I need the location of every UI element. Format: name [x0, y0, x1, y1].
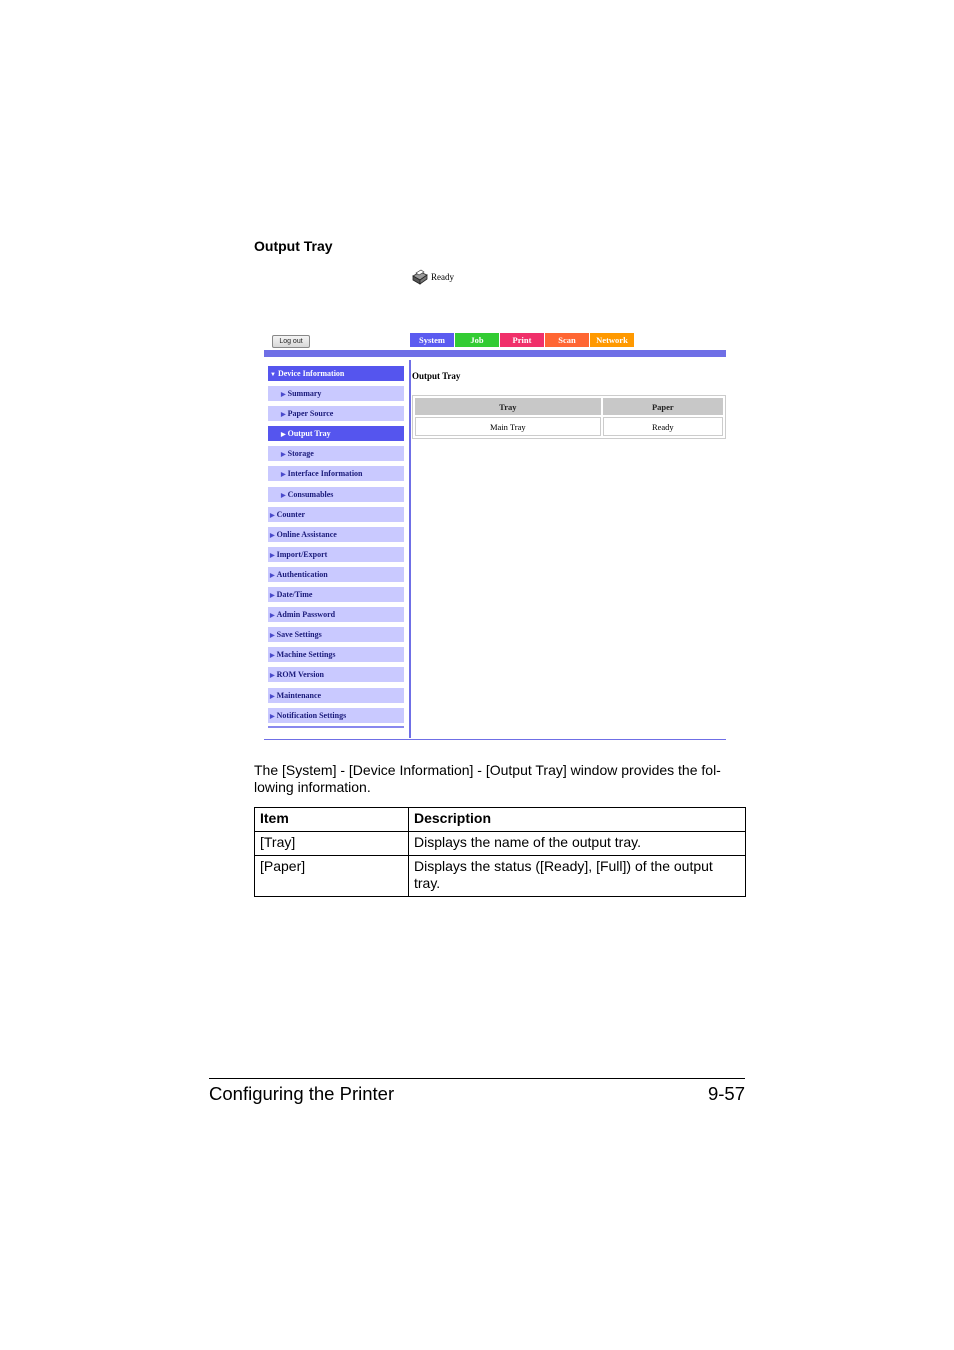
item-cell: [Tray] [255, 832, 409, 856]
sidebar-item-device-information[interactable] [268, 366, 404, 381]
printer-status [411, 268, 454, 286]
sidebar-item-notification-settings[interactable] [268, 708, 404, 723]
tab-network[interactable]: Network [590, 333, 634, 347]
output-tray-table [412, 395, 726, 439]
sidebar-item-label: Authentication [276, 569, 328, 579]
status-text: Ready [431, 272, 454, 282]
sidebar-item-maintenance[interactable] [268, 688, 404, 703]
sidebar-item-label: Online Assistance [276, 529, 337, 539]
description-paragraph: The [System] - [Device Information] - [Output Tray] window provides the fol-lowing information. [254, 762, 721, 795]
tab-bar [410, 333, 634, 347]
sidebar-item-label: Admin Password [276, 610, 336, 620]
footer-rule [209, 1078, 745, 1079]
menu-divider [268, 726, 404, 728]
description-cell: Displays the status ([Ready], [Full]) of the output tray. [409, 856, 746, 897]
triangle-right-icon: ▶ [281, 472, 286, 479]
sidebar-item-consumables[interactable] [268, 487, 404, 502]
sidebar-item-label: Summary [287, 389, 322, 399]
sidebar-item-label: Notification Settings [276, 710, 347, 720]
sidebar-item-summary[interactable] [268, 386, 404, 401]
logout-button[interactable]: Log out [272, 335, 310, 348]
triangle-right-icon: ▶ [281, 492, 286, 499]
header-description: Description [409, 808, 746, 832]
triangle-right-icon: ▶ [270, 552, 275, 559]
triangle-right-icon: ▶ [270, 713, 275, 720]
sidebar-item-label: Storage [287, 449, 314, 459]
sidebar-item-online-assistance[interactable] [268, 527, 404, 542]
triangle-down-icon: ▼ [270, 372, 276, 378]
column-header-tray: Tray [415, 398, 601, 415]
sidebar-item-paper-source[interactable] [268, 406, 404, 421]
sidebar-item-label: Output Tray [287, 429, 331, 439]
content-title: Output Tray [412, 371, 461, 381]
triangle-right-icon: ▶ [270, 512, 275, 519]
sidebar-item-label: Counter [276, 509, 306, 519]
sidebar-item-label: Paper Source [287, 409, 334, 419]
column-header-paper: Paper [603, 398, 723, 415]
sidebar-item-authentication[interactable] [268, 567, 404, 582]
sidebar-item-rom-version[interactable] [268, 667, 404, 682]
tab-system[interactable]: System [410, 333, 454, 347]
sidebar-item-label: Save Settings [276, 630, 322, 640]
sidebar-item-label: Interface Information [287, 469, 363, 479]
description-table [254, 807, 746, 897]
tab-job[interactable]: Job [455, 333, 499, 347]
table-row [255, 856, 746, 897]
page-number: 9-57 [707, 1083, 745, 1104]
tab-scan[interactable]: Scan [545, 333, 589, 347]
description-cell: Displays the name of the output tray. [409, 832, 746, 856]
printer-icon [411, 268, 429, 286]
sidebar-menu [268, 366, 404, 728]
footer-chapter: Configuring the Printer [209, 1083, 395, 1104]
header-bar [264, 350, 726, 357]
triangle-right-icon: ▶ [270, 593, 275, 600]
triangle-right-icon: ▶ [270, 532, 275, 539]
sidebar-item-interface-information[interactable] [268, 466, 404, 481]
sidebar-item-import-export[interactable] [268, 547, 404, 562]
triangle-right-icon: ▶ [281, 432, 286, 439]
header-item: Item [255, 808, 409, 832]
sidebar-item-label: Import/Export [276, 549, 328, 559]
section-title: Output Tray [254, 238, 333, 254]
sidebar-item-label: Consumables [287, 489, 334, 499]
triangle-right-icon: ▶ [281, 452, 286, 459]
triangle-right-icon: ▶ [281, 412, 286, 419]
sidebar-item-label: Date/Time [276, 590, 313, 600]
cell-tray: Main Tray [415, 417, 601, 436]
triangle-right-icon: ▶ [270, 653, 275, 660]
sidebar-item-admin-password[interactable] [268, 607, 404, 622]
triangle-right-icon: ▶ [270, 673, 275, 680]
triangle-right-icon: ▶ [270, 633, 275, 640]
triangle-right-icon: ▶ [270, 693, 275, 700]
item-cell: [Paper] [255, 856, 409, 897]
sidebar-item-label: Device Information [277, 369, 345, 378]
sidebar-item-date-time[interactable] [268, 587, 404, 602]
sidebar-item-save-settings[interactable] [268, 627, 404, 642]
triangle-right-icon: ▶ [281, 392, 286, 399]
screenshot-bottom-line [264, 739, 726, 740]
sidebar-item-storage[interactable] [268, 446, 404, 461]
table-row [255, 832, 746, 856]
sidebar-item-output-tray[interactable] [268, 426, 404, 441]
sidebar-item-label: Machine Settings [276, 650, 336, 660]
cell-paper: Ready [603, 417, 723, 436]
table-row [415, 417, 723, 436]
content-divider [409, 360, 411, 738]
triangle-right-icon: ▶ [270, 613, 275, 620]
tab-print[interactable]: Print [500, 333, 544, 347]
sidebar-item-label: Maintenance [276, 690, 322, 700]
sidebar-item-label: ROM Version [276, 670, 324, 680]
sidebar-item-counter[interactable] [268, 507, 404, 522]
triangle-right-icon: ▶ [270, 572, 275, 579]
sidebar-item-machine-settings[interactable] [268, 647, 404, 662]
